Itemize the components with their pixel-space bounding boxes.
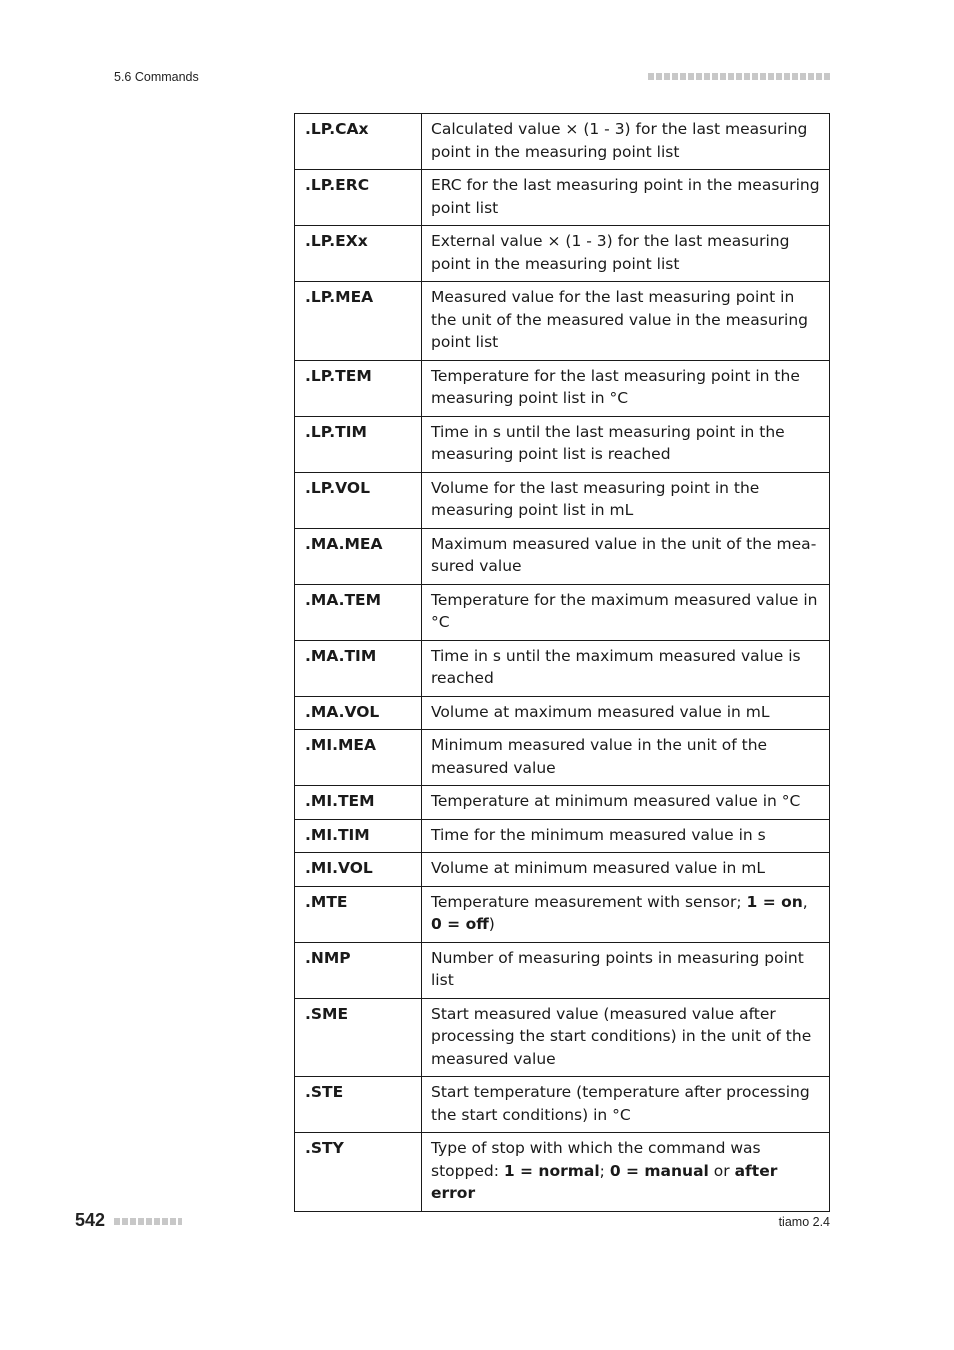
variable-description: Maximum measured value in the unit of the measured value	[422, 528, 830, 584]
description-text: )	[488, 915, 495, 933]
variable-name: .LP.CAx	[295, 114, 422, 170]
product-version: tiamo 2.4	[778, 1215, 830, 1229]
table-row	[295, 942, 830, 998]
variable-description: Temperature for the last measuring point in the measuring point list in °C	[422, 360, 830, 416]
table-row	[295, 170, 830, 226]
variable-description: Time in s until the maximum measured value is reached	[422, 640, 830, 696]
table-row	[295, 786, 830, 820]
table-row	[295, 998, 830, 1077]
description-value-manual: 0 = manual	[609, 1161, 709, 1180]
variable-description: Volume at minimum measured value in mL	[422, 853, 830, 887]
description-value-error: after error	[431, 1161, 778, 1202]
description-text: ;	[599, 1161, 610, 1180]
variable-name: .MI.TEM	[295, 786, 422, 820]
variable-name: .LP.VOL	[295, 472, 422, 528]
table-row	[295, 886, 830, 942]
variable-description: Number of measuring points in measuring point list	[422, 942, 830, 998]
variable-name: .MI.TIM	[295, 819, 422, 853]
variable-name: .LP.EXx	[295, 226, 422, 282]
table-row	[295, 853, 830, 887]
table-row	[295, 282, 830, 361]
table-row	[295, 696, 830, 730]
table-row	[295, 640, 830, 696]
running-header-section: 5.6 Commands	[114, 70, 199, 84]
footer-dot-rule	[114, 1218, 182, 1225]
variable-name: .LP.TEM	[295, 360, 422, 416]
table-row	[295, 528, 830, 584]
variable-name: .STE	[295, 1077, 422, 1133]
table-row	[295, 819, 830, 853]
variable-description: Volume at maximum measured value in mL	[422, 696, 830, 730]
header-dot-rule	[648, 73, 830, 80]
description-text: ,	[802, 892, 808, 911]
variable-description: Temperature at minimum measured value in °C	[422, 786, 830, 820]
description-text: or	[708, 1161, 735, 1180]
variable-description: Calculated value × (1 - 3) for the last measuring point in the measuring point list	[422, 114, 830, 170]
table-row	[295, 114, 830, 170]
variable-description	[422, 886, 830, 942]
variable-description: ERC for the last measuring point in the measuring point list	[422, 170, 830, 226]
variable-description: Minimum measured value in the unit of the measured value	[422, 730, 830, 786]
variable-name: .MA.TIM	[295, 640, 422, 696]
variable-name: .LP.TIM	[295, 416, 422, 472]
description-text: Type of stop with which the command was stopped:	[431, 1139, 761, 1180]
variable-description: External value × (1 - 3) for the last measuring point in the measuring point list	[422, 226, 830, 282]
table-row	[295, 360, 830, 416]
description-value-normal: 1 = normal	[503, 1161, 600, 1180]
variable-name: .MTE	[295, 886, 422, 942]
variable-name: .MA.TEM	[295, 584, 422, 640]
page-number: 542	[75, 1210, 106, 1230]
variable-description: Start measured value (measured value after processing the start conditions) in the unit of the measured value	[422, 998, 830, 1077]
variable-name: .LP.ERC	[295, 170, 422, 226]
variable-description: Start temperature (temperature after processing the start conditions) in °C	[422, 1077, 830, 1133]
table-row	[295, 584, 830, 640]
table-row	[295, 730, 830, 786]
variable-description	[422, 1133, 830, 1212]
variable-name: .MA.MEA	[295, 528, 422, 584]
variable-description: Time for the minimum measured value in s	[422, 819, 830, 853]
variable-name: .STY	[295, 1133, 422, 1212]
variable-name: .MI.VOL	[295, 853, 422, 887]
variable-description: Measured value for the last measuring point in the unit of the measured value in the measuring point list	[422, 282, 830, 361]
table-row	[295, 416, 830, 472]
description-text: Temperature measurement with sensor;	[431, 892, 747, 911]
variable-description: Volume for the last measuring point in the measuring point list in mL	[422, 472, 830, 528]
variable-description: Temperature for the maximum measured value in °C	[422, 584, 830, 640]
variable-name: .MI.MEA	[295, 730, 422, 786]
table-row	[295, 472, 830, 528]
variable-name: .SME	[295, 998, 422, 1077]
variable-name: .MA.VOL	[295, 696, 422, 730]
description-value-off: 0 = off	[431, 915, 489, 933]
table-row	[295, 1133, 830, 1212]
variable-description: Time in s until the last measuring point in the measuring point list is reached	[422, 416, 830, 472]
table-row	[295, 226, 830, 282]
description-value-on: 1 = on	[746, 892, 803, 911]
command-variable-table	[294, 113, 830, 1212]
variable-name: .LP.MEA	[295, 282, 422, 361]
table-row	[295, 1077, 830, 1133]
variable-name: .NMP	[295, 942, 422, 998]
